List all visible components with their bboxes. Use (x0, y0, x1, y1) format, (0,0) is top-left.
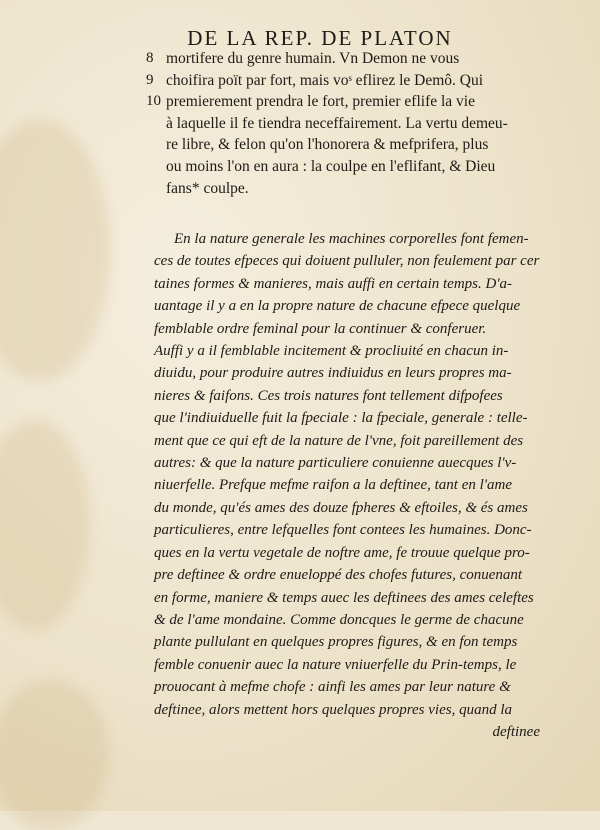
commentary-line: nieres & faifons. Ces trois natures font tellement difpofees (154, 387, 503, 404)
running-header: DE LA REP. DE PLATON (187, 26, 453, 50)
commentary-line: ment que ce qui eft de la nature de l'vne, foit pareillement des (154, 432, 524, 449)
commentary-line: diuidu, pour produire autres indiuidus en leurs propres ma- (154, 365, 512, 382)
line-text: premierement prendra le fort, premier eflife la vie (166, 93, 475, 111)
main-text-line (166, 134, 546, 156)
commentary-line: deftinee, alors mettent hors quelques propres vies, quand la (154, 701, 513, 718)
commentary-line: niuerfelle. Prefque mefme raifon a la deftinee, tant en l'ame (154, 477, 512, 494)
line-text: fans* coulpe. (166, 179, 249, 197)
commentary-line: taines formes & manieres, mais auffi en certain temps. D'a- (154, 275, 513, 292)
commentary-line: plante pullulant en quelques propres figures, & en fon temps (154, 634, 518, 651)
main-text-line (166, 156, 546, 178)
line-number: 8 (146, 50, 154, 66)
commentary-line: que l'indiuiduelle fuit la fpeciale : la fpeciale, generale : telle- (154, 410, 528, 427)
commentary-line: pre deftinee & ordre enueloppé des chofes futures, conuenant (154, 567, 523, 584)
water-stain (0, 680, 110, 830)
commentary-line: uantage il y a en la propre nature de chacune efpece quelque (154, 298, 521, 315)
line-number: 10 (146, 93, 161, 110)
main-text-line (146, 91, 546, 113)
commentary-line: autres: & que la nature particuliere conuienne auecques l'v- (154, 455, 517, 472)
line-text: mortifere du genre humain. Vn Demon ne vous (166, 50, 460, 67)
line-text: re libre, & felon qu'on l'honorera & mefprifera, plus (166, 136, 489, 154)
line-text: ou moins l'on en aura : la coulpe en l'eflifant, & Dieu (166, 157, 496, 175)
commentary-line: du monde, qu'és ames des douze fpheres & eftoiles, & és ames (154, 499, 528, 516)
commentary-line: Auffi y a il femblable incitement & procliuité en chacun in- (154, 343, 509, 360)
commentary-line: en forme, maniere & temps auec les deftinees des ames celeftes (154, 589, 534, 606)
commentary-block (154, 228, 544, 743)
main-text-block (146, 48, 546, 199)
catchword: deftinee (492, 723, 540, 740)
commentary-line: femble conuenir auec la nature vniuerfelle du Prin-temps, le (154, 656, 517, 673)
commentary-line: prouocant à mefme chofe : ainfi les ames par leur nature & (154, 679, 511, 696)
line-number: 9 (146, 71, 154, 88)
water-stain (0, 120, 110, 380)
commentary-line: & de l'ame mondaine. Comme doncques le germe de chacune (154, 611, 524, 628)
main-text-line (166, 113, 546, 135)
commentary-line: ques en la vertu vegetale de noftre ame, fe trouue quelque pro- (154, 544, 530, 561)
main-text-line (146, 70, 546, 92)
line-text: choifira poït par fort, mais voˢ eflirez le Demô. Qui (166, 71, 484, 89)
line-text: à laquelle il fe tiendra neceffairement. La vertu demeu- (166, 114, 508, 132)
commentary-line: ces de toutes efpeces qui doiuent pulluler, non feulement par cer (154, 253, 540, 270)
commentary-line: femblable ordre feminal pour la continuer & conferuer. (154, 320, 487, 337)
commentary-line: particulieres, entre lefquelles font contees les humaines. Donc- (154, 522, 532, 539)
main-text-line (146, 48, 546, 70)
water-stain (0, 420, 90, 630)
commentary-line: En la nature generale les machines corporelles font femen- (174, 231, 529, 247)
main-text-line (166, 178, 546, 200)
